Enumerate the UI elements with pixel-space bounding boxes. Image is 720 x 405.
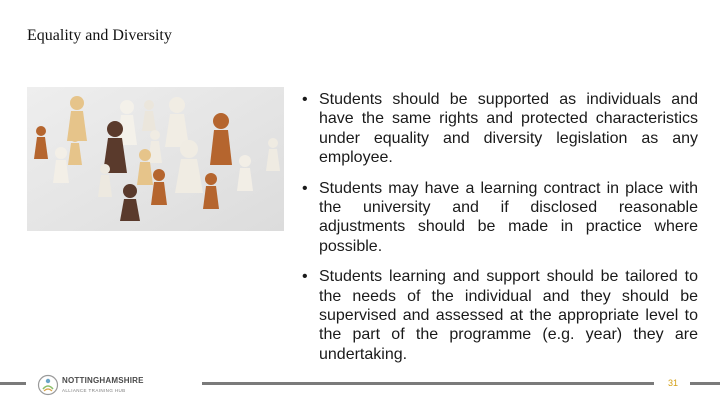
footer-divider — [202, 382, 654, 385]
footer-divider — [0, 382, 26, 385]
bullet-symbol: • — [302, 179, 308, 197]
pawn-figure — [237, 155, 253, 191]
bullet-symbol: • — [302, 91, 308, 108]
bullet-text: Students should be supported as individuals and have the same rights and protected characteristics under equality and diversity legislation as any employee. — [319, 91, 698, 167]
diversity-figures-image — [27, 87, 284, 231]
slide-title: Equality and Diversity — [27, 27, 172, 44]
bullet-text: Students learning and support should be tailored to the needs of the individual and they should be supervised and assessed at the appropriate level to the part of the programme (e.g. year) they are undertaking. — [319, 268, 698, 363]
bullet-list — [302, 90, 698, 375]
pawn-figure — [210, 113, 232, 165]
bullet-symbol: • — [302, 268, 308, 286]
bullet-item — [302, 267, 698, 364]
bullet-item — [302, 179, 698, 257]
pawn-figure — [137, 149, 153, 185]
footer-divider — [690, 382, 720, 385]
page-number: 31 — [668, 378, 679, 388]
hub-logo-icon — [37, 374, 59, 396]
pawn-figure — [151, 169, 167, 205]
pawn-figure — [203, 173, 219, 209]
bullet-item — [302, 90, 698, 168]
bullet-text: Students may have a learning contract in place with the university and if disclosed reasonable adjustments should be made in practice where possible. — [319, 179, 698, 255]
logo-name: NOTTINGHAMSHIRE — [62, 376, 144, 385]
pawn-figure — [53, 147, 69, 183]
logo-subtitle: ALLIANCE TRAINING HUB — [62, 388, 126, 393]
